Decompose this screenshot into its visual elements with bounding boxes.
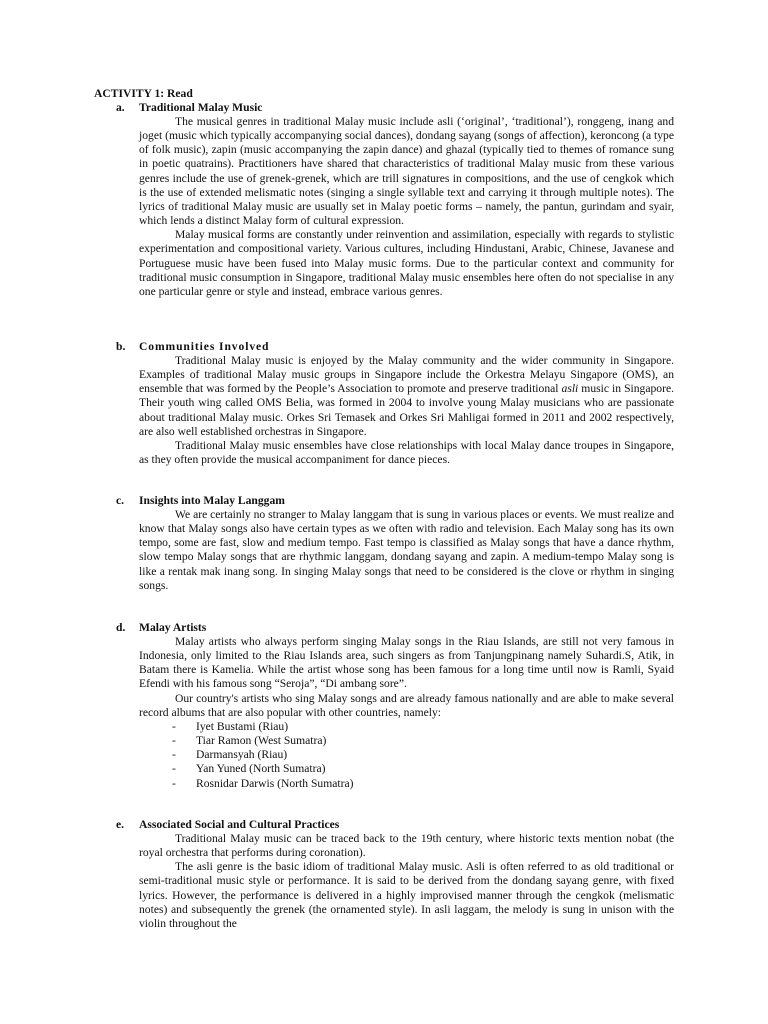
section-body — [139, 115, 674, 299]
artist-list — [139, 720, 674, 791]
section-body — [139, 635, 674, 791]
activity-title: ACTIVITY 1: Read — [94, 87, 193, 100]
section-heading — [94, 494, 674, 508]
paragraph: We are certainly no stranger to Malay langgam that is sung in various places or events. We must realize and know that Malay songs also have certain types as we often with radio and television. Each Malay song has its own tempo, some are fast, slow and medium tempo. Fast tempo is classified as Malay songs that have a dance rhythm, slow tempo Malay songs that are rhythmic langgam, dondang sayang and zapin. A medium-tempo Malay song is like a rentak mak inang song. In singing Malay songs that need to be considered is the clove or rhythm in singing songs. — [139, 508, 674, 592]
list-item — [139, 720, 674, 734]
list-dash: - — [172, 762, 176, 776]
list-dash: - — [172, 748, 176, 762]
list-item-text: Rosnidar Darwis (North Sumatra) — [196, 776, 354, 790]
paragraph: Malay artists who always perform singing Malay songs in the Riau Islands, are still not very famous in Indonesia, only limited to the Riau Islands area, such singers as from Tanjungpinang namely Suhardi.S, Atik, in Batam there is Kamelia. While the artist whose song has been famous for a long time until now is Ramli, Syaid Efendi with his famous song “Seroja”, “Di ambang sore”. — [139, 635, 674, 691]
emphasis-text: asli — [561, 382, 579, 396]
list-item-text: Tiar Ramon (West Sumatra) — [196, 734, 327, 748]
section-body — [139, 508, 674, 593]
section-heading — [94, 340, 674, 354]
paragraph — [139, 354, 674, 439]
list-dash: - — [172, 734, 176, 748]
paragraph: Our country's artists who sing Malay songs and are already famous nationally and are able to make several record albums that are also popular with other countries, namely: — [139, 691, 674, 719]
section-traditional-malay-music — [94, 101, 674, 299]
section-malay-langgam — [94, 494, 674, 593]
list-item — [139, 777, 674, 791]
paragraph: The musical genres in traditional Malay music include asli (‘original’, ‘traditional’), ronggeng, inang and joget (music which typically accompanying social dances), dondang sayang (songs of affection), keroncong (a type of folk music), zapin (music accompanying the zapin dance) and ghazal (typically tied to themes of romance sung in poetic quatrains). Practitioners have shared that characteristics of traditional Malay music from these various genres include the use of grenek-grenek, which are trill signatures in compositions, and the use of cengkok which is the use of extended melismatic notes (singing a single syllable text and carrying it through multiple notes). The lyrics of traditional Malay music are usually set in Malay poetic forms – namely, the pantun, gurindam and syair, which lends a distinct Malay form of cultural expression. — [139, 115, 674, 228]
section-letter: c. — [116, 494, 125, 507]
paragraph-text: Traditional Malay music is enjoyed by the Malay community and the wider community in Singapore. Examples of traditional Malay music groups in Singapore include the Orkestra Melayu Singapore (OMS), an ensemble that was formed by the People’s Association to promote and preserve traditional — [139, 354, 674, 396]
section-body — [139, 354, 674, 467]
paragraph: Traditional Malay music can be traced back to the 19th century, where historic texts mention nobat (the royal orchestra that performs during coronation). — [139, 832, 674, 860]
list-dash: - — [172, 776, 176, 790]
section-heading — [94, 818, 674, 832]
section-title: Traditional Malay Music — [139, 101, 263, 114]
section-letter: a. — [116, 101, 125, 114]
list-item — [139, 762, 674, 776]
section-letter: e. — [116, 818, 125, 831]
list-item — [139, 748, 674, 762]
section-title: Malay Artists — [139, 621, 207, 634]
list-item — [139, 734, 674, 748]
list-item-text: Yan Yuned (North Sumatra) — [196, 762, 326, 776]
list-item-text: Iyet Bustami (Riau) — [196, 719, 289, 733]
section-title: Insights into Malay Langgam — [139, 494, 285, 507]
paragraph-text: music in Singapore. Their youth wing called OMS Belia, was formed in 2004 to involve young Malay musicians who are passionate about traditional Malay music. Orkes Sri Temasek and Orkes Sri Mahligai formed in 2011 and 2002 respectively, are also well established orchestras in Singapore. — [139, 382, 674, 438]
list-dash: - — [172, 719, 176, 733]
section-heading — [94, 101, 674, 115]
section-title: Associated Social and Cultural Practices — [139, 818, 340, 831]
section-communities-involved — [94, 340, 674, 467]
section-malay-artists — [94, 621, 674, 791]
paragraph: Malay musical forms are constantly under reinvention and assimilation, especially with regards to stylistic experimentation and compositional variety. Various cultures, including Hindustani, Arabic, Chinese, Javanese and Portuguese music have been fused into Malay music forms. Due to the particular context and community for traditional music consumption in Singapore, traditional Malay music ensembles here often do not specialise in any one particular genre or style and instead, embrace various genres. — [139, 228, 674, 298]
section-letter: b. — [116, 340, 126, 353]
list-item-text: Darmansyah (Riau) — [196, 748, 288, 762]
section-letter: d. — [116, 621, 126, 634]
section-social-cultural-practices — [94, 818, 674, 931]
paragraph: The asli genre is the basic idiom of traditional Malay music. Asli is often referred to as old traditional or semi-traditional music style or performance. It is said to be derived from the dondang sayang genre, with fixed lyrics. However, the performance is delivered in a highly improvised manner through the cengkok (melismatic notes) and subsequently the grenek (the ornamented style). In asli laggam, the melody is sung in unison with the violin throughout the — [139, 860, 674, 930]
paragraph: Traditional Malay music ensembles have close relationships with local Malay dance troupes in Singapore, as they often provide the musical accompaniment for dance pieces. — [139, 438, 674, 467]
section-heading — [94, 621, 674, 635]
section-title: Communities Involved — [139, 340, 270, 353]
section-body — [139, 832, 674, 931]
